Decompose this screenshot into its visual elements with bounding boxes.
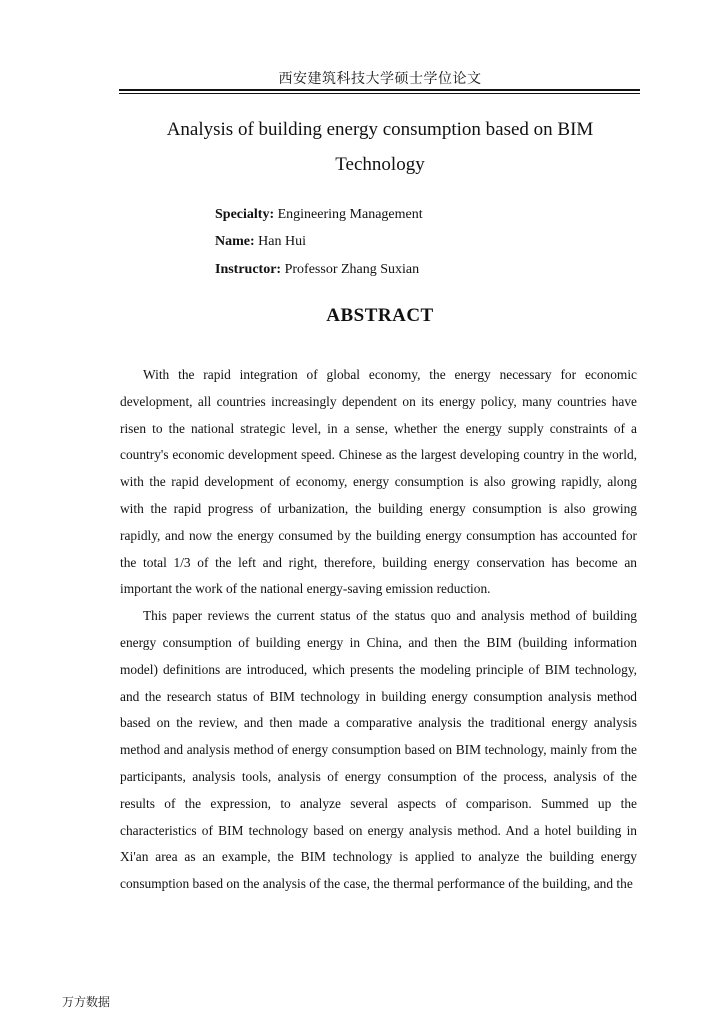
- specialty-value: Engineering Management: [277, 207, 423, 222]
- source-watermark: 万方数据: [62, 995, 111, 1009]
- name-label: Name:: [215, 234, 255, 249]
- specialty-label: Specialty:: [215, 207, 275, 222]
- thesis-title-line2: Technology: [335, 154, 425, 175]
- running-header: 西安建筑科技大学硕士学位论文: [278, 71, 482, 87]
- abstract-paragraph-2: This paper reviews the current status of the status quo and analysis method of building energy consumption of building energy in China, and then the BIM (building information model) definitions are introduced, which presents the modeling principle of BIM technology, and the research status of BIM technology in building energy consumption analysis method based on the review, and then made a comparative analysis the traditional energy analysis method and analysis method of energy consumption based on BIM technology, mainly from the participants, analysis tools, analysis of energy consumption of the process, analysis of the results of the expression, to analyze several aspects of comparison. Summed up the characteristics of BIM technology based on energy analysis method. And a hotel building in Xi'an area as an example, the BIM technology is applied to analyze the building energy consumption based on the analysis of the case, the thermal performance of the building, and the: [120, 608, 637, 892]
- specialty-line: [215, 207, 423, 223]
- abstract-paragraph-1: With the rapid integration of global economy, the energy necessary for economic development, all countries increasingly dependent on its energy policy, many countries have risen to the national strategic level, in a sense, whether the energy supply constraints of a country's economic development speed. Chinese as the largest developing country in the world, with the rapid development of economy, energy consumption is also growing rapidly, along with the rapid progress of urbanization, the building energy consumption is also growing rapidly, and now the energy consumed by the building energy consumption has accounted for the total 1/3 of the left and right, therefore, building energy conservation has become an important the work of the national energy-saving emission reduction.: [120, 367, 637, 597]
- abstract-heading: ABSTRACT: [326, 305, 434, 326]
- instructor-line: [215, 262, 419, 278]
- instructor-value: Professor Zhang Suxian: [284, 262, 420, 277]
- name-line: [215, 234, 306, 250]
- header-rule-thin: [119, 93, 640, 94]
- thesis-title-line1: Analysis of building energy consumption based on BIM: [166, 119, 594, 140]
- thesis-title: [120, 112, 640, 182]
- name-value: Han Hui: [258, 234, 306, 249]
- header-rule-thick: [119, 89, 640, 91]
- abstract-body: [120, 362, 637, 898]
- instructor-label: Instructor:: [215, 262, 282, 277]
